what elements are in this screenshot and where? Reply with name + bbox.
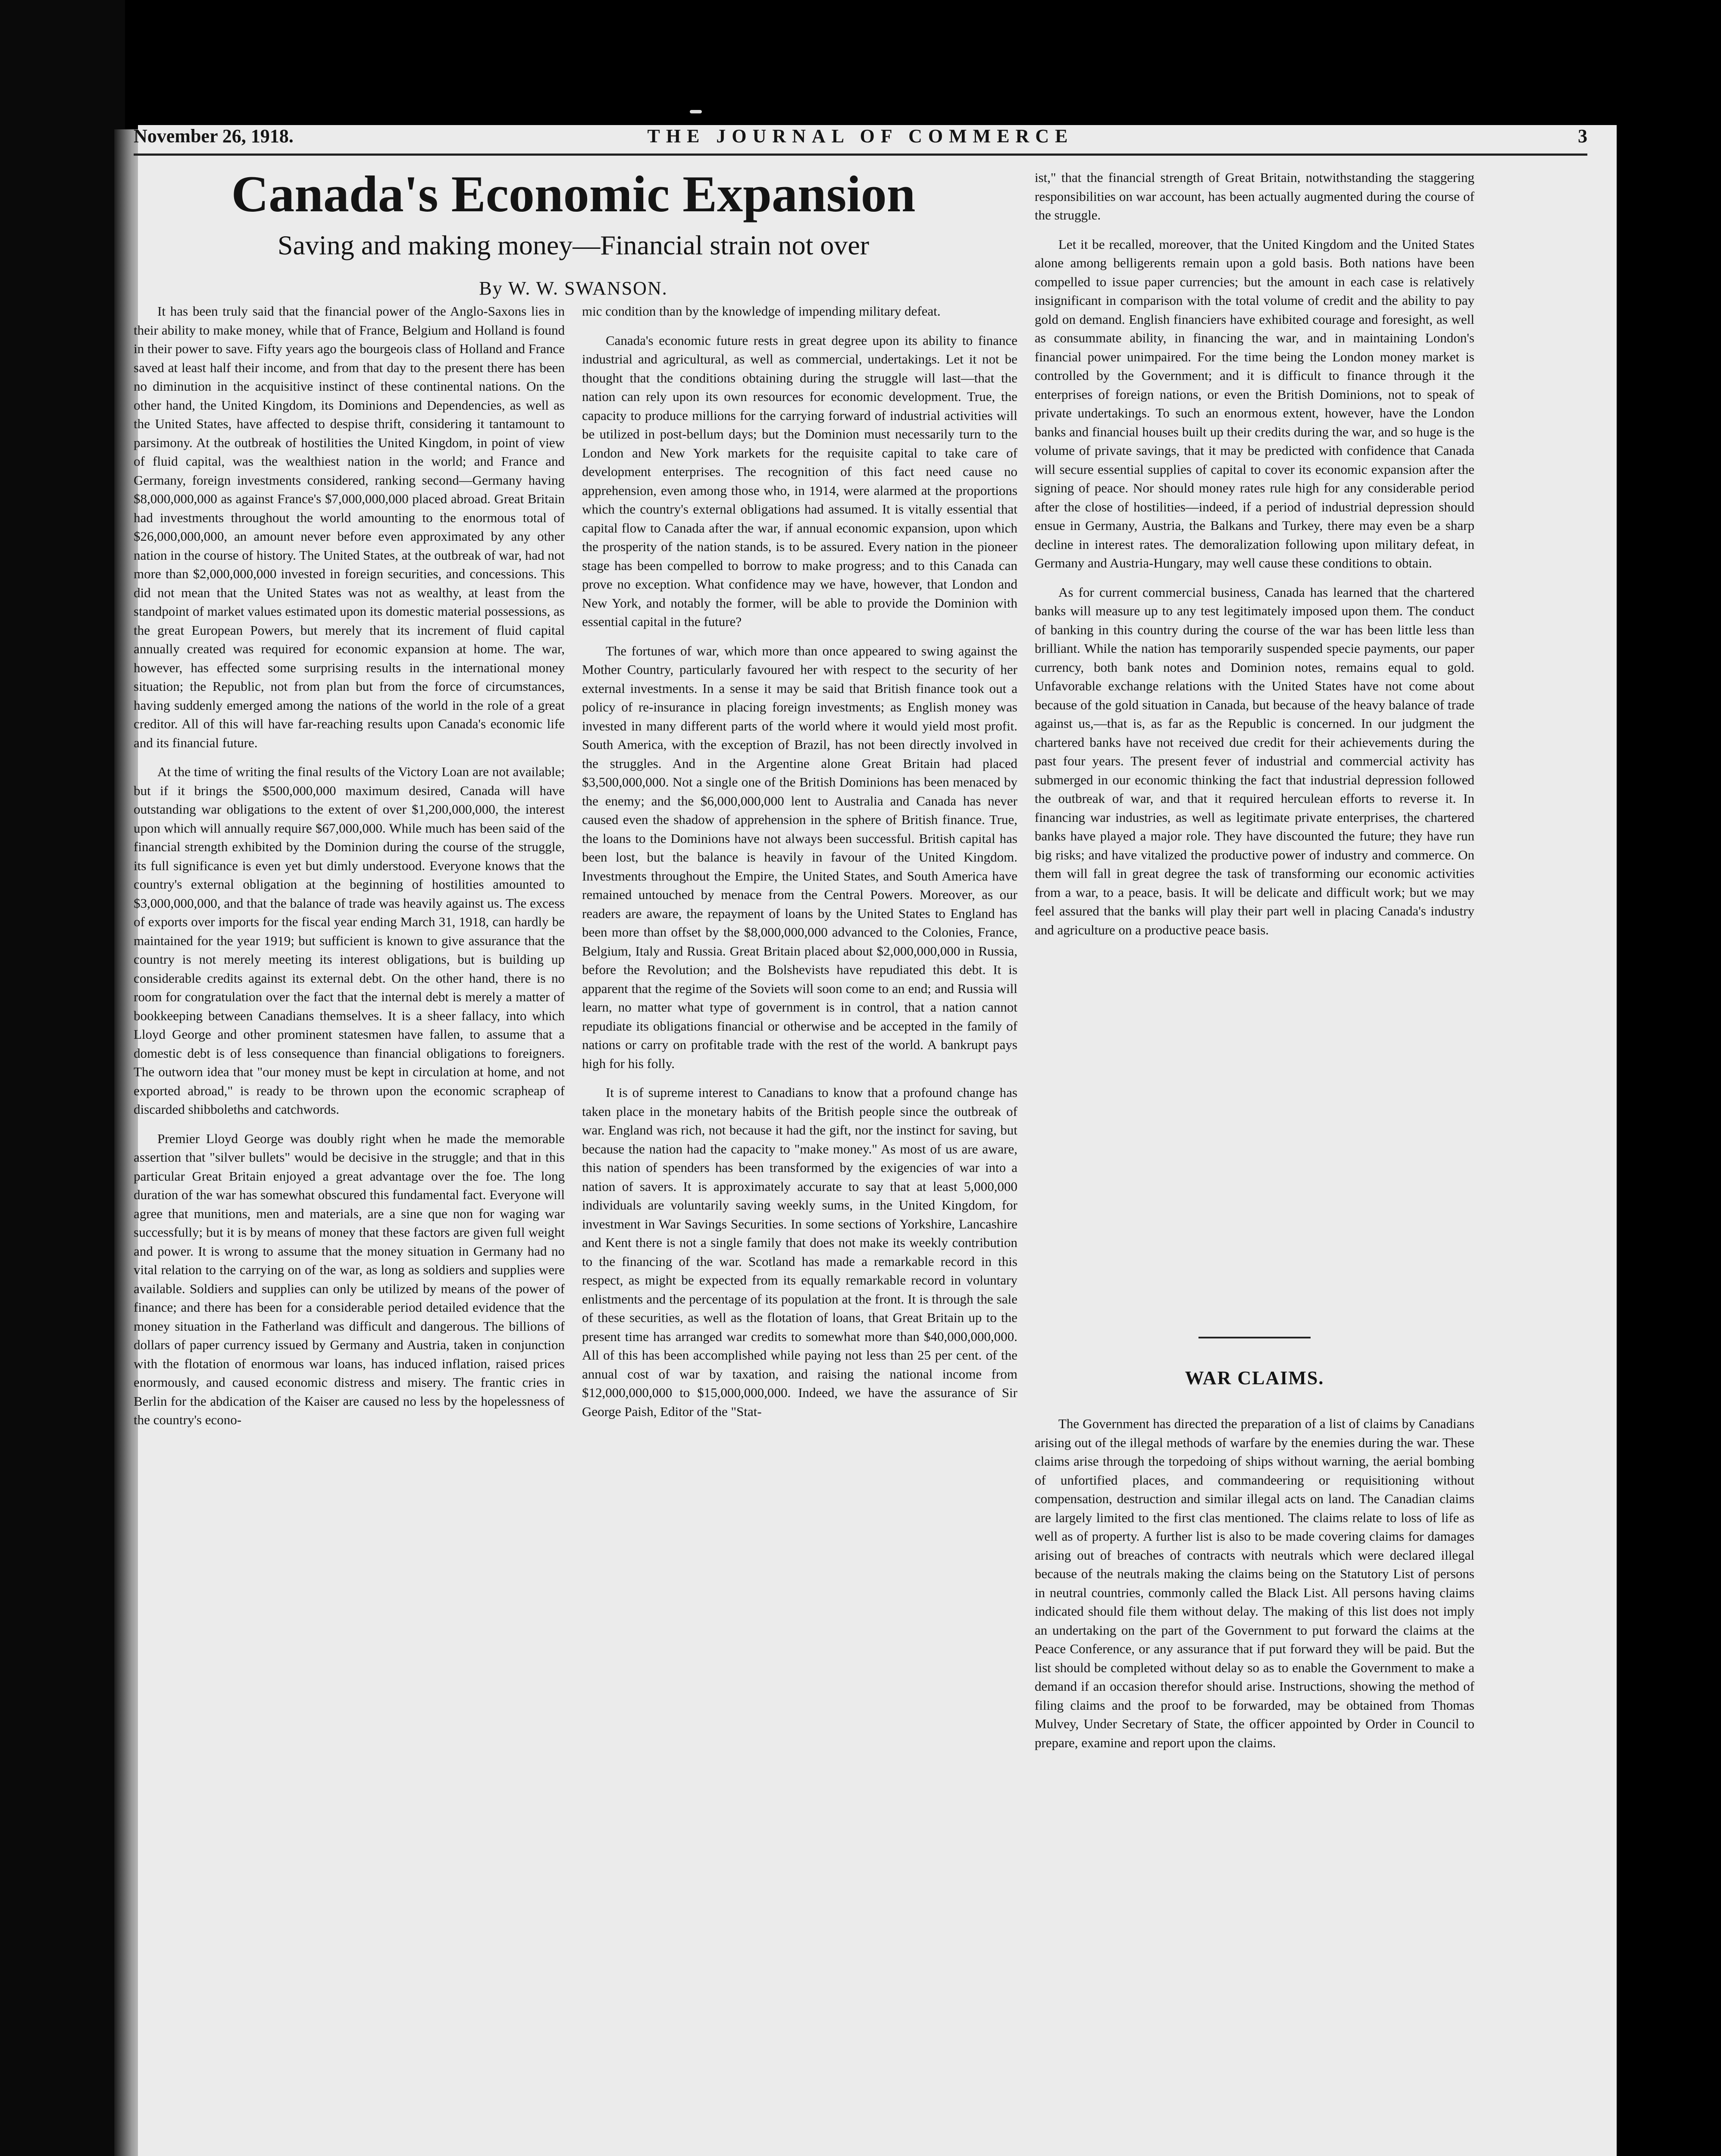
paragraph: It has been truly said that the financial power of the Anglo-Saxons lies in their ability to make money, while that of France, Belgium and Holland is found in their power to save. Fifty years ago the bourgeois class of Holland and France saved at least half their income, and from that day to the present there has been no diminution in the acquisitive instinct of these continental nations. On the other hand, the United Kingdom, its Dominions and Dependencies, as well as the United States, have affected to despise thrift, considering it tantamount to parsimony. At the outbreak of hostilities the United Kingdom, in point of view of fluid capital, was the wealthiest nation in the world; and France and Germany, foreign investments considered, ranking second—Germany having $8,000,000,000 as against France's $7,000,000,000 placed abroad. Great Britain had investments throughout the world amounting to the enormous total of $26,000,000,000, an amount never before even approximated by any other nation in the course of history. The United States, at the outbreak of war, had not more than $2,000,000,000 invested in foreign securities, and concessions. This did not mean that the United States was not as wealthy, at least from the standpoint of market values estimated upon its domestic material possessions, as the great European Powers, but merely that its increment of fluid capital annually created was required for economic expansion at home. The war, however, has effected some surprising results in the international money situation; the Republic, not from plan but from the force of circumstances, having suddenly emerged among the nations of the world in the role of a great creditor. All of this will have far-reaching results upon Canada's economic life and its financial future.: [134, 304, 565, 750]
article-column-2: [582, 302, 1017, 2091]
paragraph: The fortunes of war, which more than once appeared to swing against the Mother Country, particularly favoured her with respect to the security of her external investments. In a sense it may be said that British finance took out a policy of re-insurance in placing foreign investments; as English money was invested in many different parts of the world where it would yield most profit. South America, with the exception of Brazil, has not been directly involved in the struggles. And in the Argentine alone Great Britain had placed $3,500,000,000. Not a single one of the British Dominions has been menaced by the enemy; and the $6,000,000,000 lent to Australia and Canada has never caused even the shadow of apprehension in the sphere of British finance. True, the loans to the Dominions have not always been successful. British capital has been lost, but the balance is heavily in favour of the United Kingdom. Investments throughout the Empire, the United States, and South America have remained untouched by menace from the Central Powers. Moreover, as our readers are aware, the repayment of loans by the United States to England has been more than offset by the $8,000,000,000 advanced to the Colonies, France, Belgium, Italy and Russia. Great Britain placed about $2,000,000,000 in Russia, before the Revolution; and the Bolshevists have repudiated this debt. It is apparent that the regime of the Soviets will soon come to an end; and Russia will learn, no matter what type of government is in control, that a nation cannot repudiate its obligations financial or otherwise and be accepted in the family of nations or carry on profitable trade with the rest of the world. A bankrupt pays high for his folly.: [582, 643, 1017, 1071]
article-column-3: [1035, 168, 1474, 1328]
war-claims-column: [1035, 1414, 1474, 2091]
paragraph: It is of supreme interest to Canadians to know that a profound change has taken place in the monetary habits of the British people since the outbreak of war. England was rich, not because it had the gift, nor the instinct for saving, but because the nation had the capacity to "make money." As most of us are aware, this nation of spenders has been transformed by the exigencies of war into a nation of savers. It is approximately accurate to say that at least 5,000,000 individuals are voluntarily saving weekly sums, in the United Kingdom, for investment in War Savings Securities. In some sections of Yorkshire, Lancashire and Kent there is not a single family that does not make its weekly contribution to the financing of the war. Scotland has made a remarkable record in this respect, as might be expected from its equally remarkable record in voluntary enlistments and the percentage of its population at the front. It is through the sale of these securities, as well as the flotation of loans, that Great Britain up to the present time has arranged war credits to somewhat more than $40,000,000,000. All of this has been accomplished while paying not less than 25 per cent. of the annual cost of war by taxation, and raising the national income from $12,000,000,000 to $15,000,000,000. Indeed, we have the assurance of Sir George Paish, Editor of the "Stat-: [582, 1085, 1017, 1419]
article-title: Canada's Economic Expansion: [231, 165, 916, 222]
running-header: [134, 125, 1587, 153]
issue-date: November 26, 1918.: [134, 125, 294, 147]
header-rule: [134, 154, 1587, 156]
paragraph: The Government has directed the preparation of a list of claims by Canadians arising out of the illegal methods of warfare by the enemies during the war. These claims arise through the torpedoing of ships without warning, the aerial bombing of unfortified places, and commandeering or requisitioning without compensation, destruction and similar illegal acts on land. The Canadian claims are largely limited to the first clas mentioned. The claims relate to loss of life as well as of property. A further list is also to be made covering claims for damages arising out of breaches of contracts with neutrals which were declared illegal because of the neutrals making the claims being on the Statutory List of persons in neutral countries, commonly called the Black List. All persons having claims indicated should file them without delay. The making of this list does not imply an undertaking on the part of the Government to put forward the claims at the Peace Conference, or any assurance that if put forward they will be paid. But the list should be completed without delay so as to enable the Government to make a demand if an occasion therefor should arise. Instructions, showing the method of filing claims and the proof to be forwarded, may be obtained from Thomas Mulvey, Under Secretary of State, the officer appointed by Order in Council to prepare, examine and report upon the claims.: [1035, 1416, 1474, 1750]
article-heading: [134, 164, 1013, 304]
paragraph: ist," that the financial strength of Great Britain, notwithstanding the staggering responsibilities on war account, has been actually augmented during the course of the struggle.: [1035, 170, 1474, 222]
paragraph: As for current commercial business, Canada has learned that the chartered banks will measure up to any test legitimately imposed upon them. The conduct of banking in this country during the course of the war has been little less than brilliant. While the nation has temporarily suspended specie payments, our paper currency, both bank notes and Dominion notes, remains equal to gold. Unfavorable exchange relations with the United States have not come about because of the gold situation in Canada, but because of the heavy balance of trade against us,—that is, as far as the Republic is concerned. In our judgment the chartered banks have not received due credit for their achievements during the past four years. The present fever of industrial and commercial activity has submerged in our economic thinking the fact that industrial depression followed the outbreak of war, and that it required herculean efforts to reverse it. In financing war industries, as well as legitimate private enterprises, the chartered banks have played a major role. They have discounted the future; they have run big risks; and have vitalized the productive power of industry and commerce. On them will fall in great degree the task of transforming our economic activities from a war, to a peace, basis. It will be delicate and difficult work; but we may feel assured that the banks will play their part well in placing Canada's industry and agriculture on a productive peace basis.: [1035, 584, 1474, 937]
publication-name: THE JOURNAL OF COMMERCE: [647, 125, 1074, 147]
paragraph: Canada's economic future rests in great degree upon its ability to finance industrial and agricultural, as well as commercial, undertakings. Let it not be thought that the conditions obtaining during the struggle will last—that the nation can rely upon its own resources for economic development. True, the capacity to produce millions for the carrying forward of industrial activities will be utilized in post-bellum days; but the Dominion must necessarily turn to the London and New York markets for the requisite capital to take care of development enterprises. The recognition of this fact need cause no apprehension, even among those who, in 1914, were alarmed at the proportions which the country's external obligations had assumed. It is vitally essential that capital flow to Canada after the war, if annual economic expansion, upon which the prosperity of the nation stands, is to be assured. Every nation in the pioneer stage has been compelled to borrow to make progress; and to this Canada can prove no exception. What confidence may we have, however, that London and New York, and notably the former, will be able to provide the Dominion with essential capital in the future?: [582, 332, 1017, 629]
paragraph: Let it be recalled, moreover, that the United Kingdom and the United States alone among belligerents remain upon a gold basis. Both nations have been compelled to issue paper currencies; but the amount in each case is relatively insignificant in comparison with the total volume of credit and the ability to pay gold on demand. English financiers have exhibited courage and foresight, as well as consummate ability, in financing the war, and in maintaining London's financial power unimpaired. For the time being the London money market is controlled by the Government; and it is difficult to finance through it the enterprises of foreign nations, or even the British Dominions, not to speak of private undertakings. To such an enormous extent, however, have the London banks and financial houses built up their credits during the war, and so huge is the volume of private savings, that it may be predicted with confidence that Canada will secure essential supplies of capital to cover its economic expansion after the signing of peace. Nor should money rates rule high for any considerable period after the close of hostilities—indeed, if a period of industrial depression should ensue in Germany, Austria, the Balkans and Turkey, there may even be a sharp decline in interest rates. The demoralization following upon military defeat, in Germany and Austria-Hungary, may well cause these conditions to obtain.: [1035, 236, 1474, 570]
paragraph: Premier Lloyd George was doubly right when he made the memorable assertion that "silver bullets" would be decisive in the struggle; and that in this particular Great Britain enjoyed a great advantage over the foe. The long duration of the war has somewhat obscured this fundamental fact. Everyone will agree that munitions, men and materials, are a sine que non for waging war successfully; but it is by means of money that these factors are given full weight and power. It is wrong to assume that the money situation in Germany had no vital relation to the carrying on of the war, as long as soldiers and supplies were available. Soldiers and supplies can only be utilized by means of the power of finance; and there has been for a considerable period detailed evidence that the money situation in the Fatherland was difficult and dangerous. The billions of dollars of paper currency issued by Germany and Austria, taken in conjunction with the flotation of enormous war loans, has induced inflation, raised prices enormously, and caused economic distress and misery. The frantic cries in Berlin for the abdication of the Kaiser are caused no less by the hopelessness of the country's econo-: [134, 1131, 565, 1427]
section-divider: [1198, 1337, 1311, 1338]
article-byline: By W. W. SWANSON.: [479, 278, 668, 299]
article-subtitle: Saving and making money—Financial strain not over: [277, 230, 870, 260]
war-claims-heading: WAR CLAIMS.: [1185, 1367, 1324, 1388]
paragraph: At the time of writing the final results of the Victory Loan are not available; but if it brings the $500,000,000 maximum desired, Canada will have outstanding war obligations to the extent of over $1,200,000,000, the interest upon which will annually require $67,000,000. While much has been said of the financial strength exhibited by the Dominion during the course of the struggle, its full significance is even yet but dimly understood. Everyone knows that the country's external obligation at the beginning of hostilities amounted to $3,000,000,000, and that the balance of trade was heavily against us. The excess of exports over imports for the fiscal year ending March 31, 1918, can hardly be maintained for the year 1919; but sufficient is known to give assurance that the country is not merely meeting its interest obligations, but is building up considerable credits against its external debt. On the other hand, there is no room for congratulation over the fact that the internal debt is merely a matter of bookkeeping between Canadians themselves. It is a sheer fallacy, into which Lloyd George and other prominent statesmen have fallen, to assume that a domestic debt is of less consequence than financial obligations to foreigners. The outworn idea that "our money must be kept in circulation at home, and not exported abroad," is ready to be thrown upon the economic scrapheap of discarded shibboleths and catchwords.: [134, 764, 565, 1117]
paragraph: mic condition than by the knowledge of impending military defeat.: [582, 304, 941, 319]
article-column-1: [134, 302, 565, 2091]
page-number: 3: [1578, 125, 1587, 147]
